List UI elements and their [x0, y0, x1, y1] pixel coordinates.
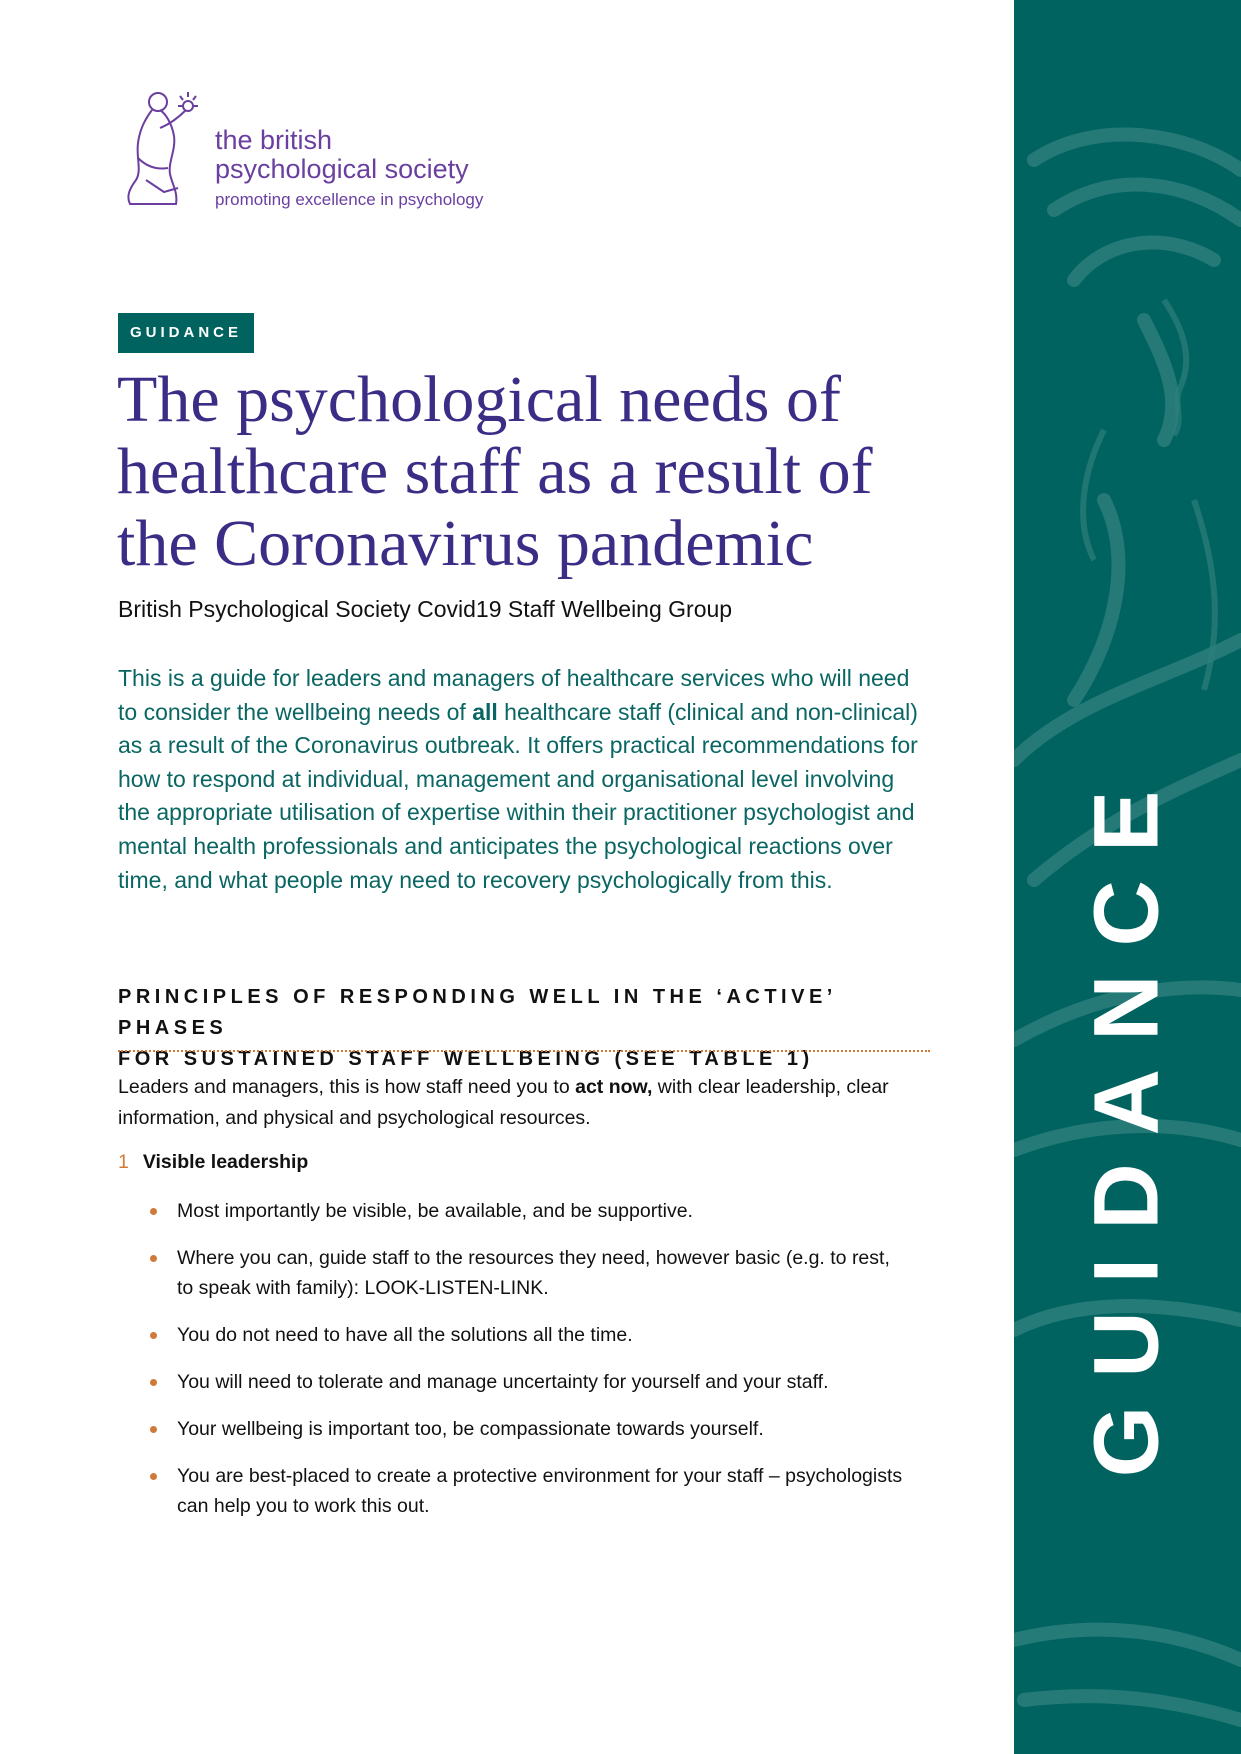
- logo-wordmark: [215, 126, 483, 210]
- logo-line-1: the british: [215, 125, 333, 155]
- intro-paragraph: [118, 662, 928, 897]
- intro-text-start: This is a guide for leaders and managers of healthcare services who will need to consider the wellbeing needs of: [118, 665, 910, 725]
- lead-emphasis: act now,: [575, 1076, 653, 1098]
- bullet-text: You are best-placed to create a protective environment for your staff – psychologists can help you to work this out.: [177, 1465, 903, 1517]
- section-heading: [118, 982, 938, 1075]
- list-item: [148, 1196, 908, 1226]
- section-heading-line-1: PRINCIPLES OF RESPONDING WELL IN THE ‘ACTIVE’ PHASES: [118, 986, 836, 1039]
- bullet-text: Your wellbeing is important too, be compassionate towards yourself.: [177, 1418, 764, 1440]
- item-number: 1: [118, 1151, 129, 1173]
- bps-logo-icon: [116, 88, 206, 213]
- bullet-icon: [150, 1332, 157, 1339]
- page-subtitle: British Psychological Society Covid19 Staff Wellbeing Group: [118, 596, 733, 622]
- list-item: [148, 1367, 908, 1397]
- bullet-text: Where you can, guide staff to the resources they need, however basic (e.g. to rest, to speak with family): LOOK-LISTEN-LINK.: [177, 1247, 890, 1299]
- dotted-divider: [118, 1050, 930, 1052]
- logo-tagline: promoting excellence in psychology: [215, 190, 484, 209]
- bullet-icon: [150, 1473, 157, 1480]
- list-item: [148, 1461, 908, 1521]
- list-item: [148, 1320, 908, 1350]
- bullet-icon: [150, 1426, 157, 1433]
- lead-text-start: Leaders and managers, this is how staff need you to: [118, 1076, 576, 1098]
- intro-text-end: healthcare staff (clinical and non-clinical) as a result of the Coronavirus outbreak. It offers practical recommendations for how to respond at individual, management and organisational level involving the appropriate utilisation of expertise within their practitioner psychologist and mental health professionals and anticipates the psychological reactions over time, and what people may need to recovery psychologically from this.: [118, 698, 918, 893]
- list-item: [148, 1414, 908, 1444]
- list-item: [148, 1243, 908, 1303]
- bullet-icon: [150, 1255, 157, 1262]
- lead-paragraph: [118, 1072, 938, 1134]
- page-title: The psychological needs of healthcare staff as a result of the Coronavirus pandemic: [117, 363, 873, 580]
- numbered-heading: [118, 1151, 308, 1174]
- lead-text-end: with clear leadership, clear information, and physical and psychological resources.: [118, 1076, 889, 1129]
- item-label: Visible leadership: [142, 1151, 309, 1173]
- bullet-icon: [150, 1379, 157, 1386]
- bullet-text: You do not need to have all the solutions all the time.: [177, 1324, 633, 1346]
- bullet-list: [148, 1196, 908, 1538]
- bullet-icon: [150, 1208, 157, 1215]
- bullet-text: Most importantly be visible, be available, and be supportive.: [177, 1200, 693, 1222]
- guidance-badge: GUIDANCE: [118, 313, 254, 353]
- logo-line-2: psychological society: [215, 154, 469, 184]
- intro-emphasis: all: [472, 698, 498, 725]
- section-heading-line-2: FOR SUSTAINED STAFF WELLBEING (SEE TABLE 1): [118, 1048, 814, 1070]
- bullet-text: You will need to tolerate and manage uncertainty for yourself and your staff.: [177, 1371, 829, 1393]
